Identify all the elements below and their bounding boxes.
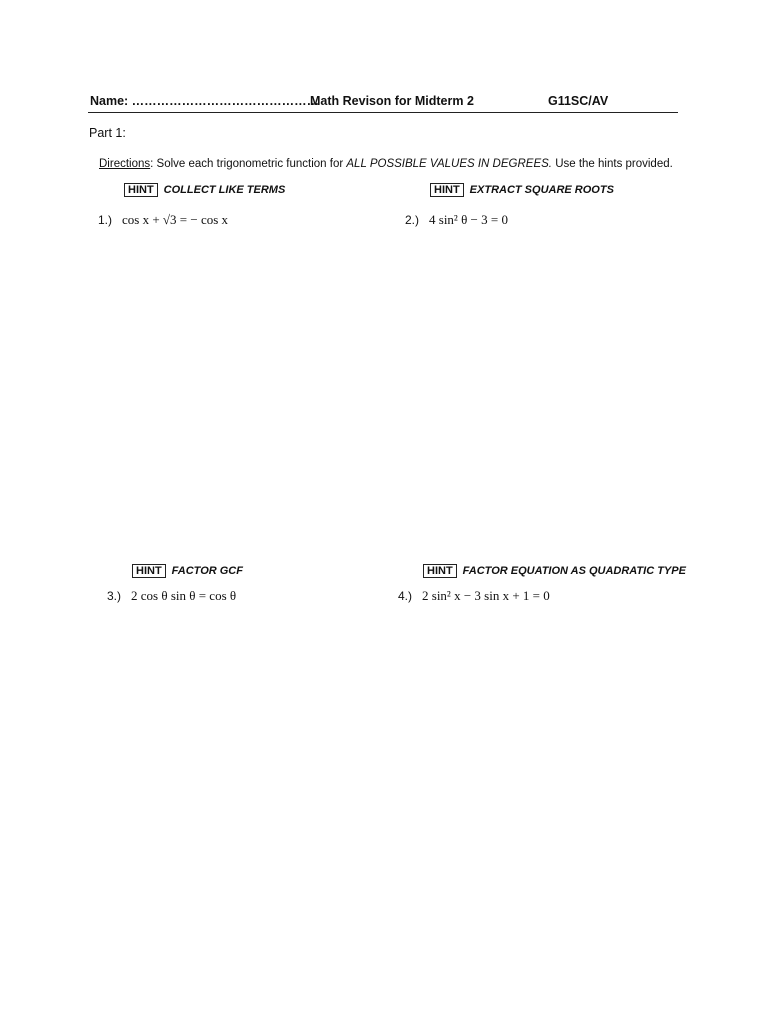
directions <box>99 158 673 170</box>
class-code: G11SC/AV <box>548 94 609 108</box>
worksheet-title: Math Revison for Midterm 2 <box>310 94 474 108</box>
problem-4 <box>398 588 550 604</box>
hint-text: FACTOR GCF <box>171 565 243 577</box>
problem-number: 3.) <box>107 589 122 603</box>
hint-4 <box>423 565 686 577</box>
name-field-label: Name: ……………………………………… <box>90 94 320 108</box>
hint-text: EXTRACT SQUARE ROOTS <box>469 184 614 196</box>
problem-equation: 2 cos θ sin θ = cos θ <box>131 588 237 603</box>
hint-3 <box>132 565 243 577</box>
directions-text-a: : Solve each trigonometric function for <box>150 158 347 170</box>
hint-text: COLLECT LIKE TERMS <box>163 184 286 196</box>
part-label: Part 1: <box>89 126 126 140</box>
problem-number: 4.) <box>398 589 413 603</box>
problem-1 <box>98 212 228 228</box>
hint-box: HINT <box>124 183 158 197</box>
directions-emphasis: ALL POSSIBLE VALUES IN DEGREES. <box>346 158 552 170</box>
hint-1 <box>124 184 285 196</box>
hint-box: HINT <box>423 564 457 578</box>
problem-number: 2.) <box>405 213 420 227</box>
hint-box: HINT <box>430 183 464 197</box>
problem-2 <box>405 212 508 228</box>
directions-label: Directions <box>99 158 151 170</box>
problem-equation: 2 sin² x − 3 sin x + 1 = 0 <box>422 588 550 603</box>
worksheet-header <box>88 92 678 113</box>
hint-box: HINT <box>132 564 166 578</box>
problem-3 <box>107 588 236 604</box>
hint-2 <box>430 184 614 196</box>
problem-number: 1.) <box>98 213 113 227</box>
problem-equation: 4 sin² θ − 3 = 0 <box>429 212 508 227</box>
problem-equation: cos x + √3 = − cos x <box>122 212 229 227</box>
directions-text-b: Use the hints provided. <box>552 158 673 170</box>
hint-text: FACTOR EQUATION AS QUADRATIC TYPE <box>462 565 686 577</box>
